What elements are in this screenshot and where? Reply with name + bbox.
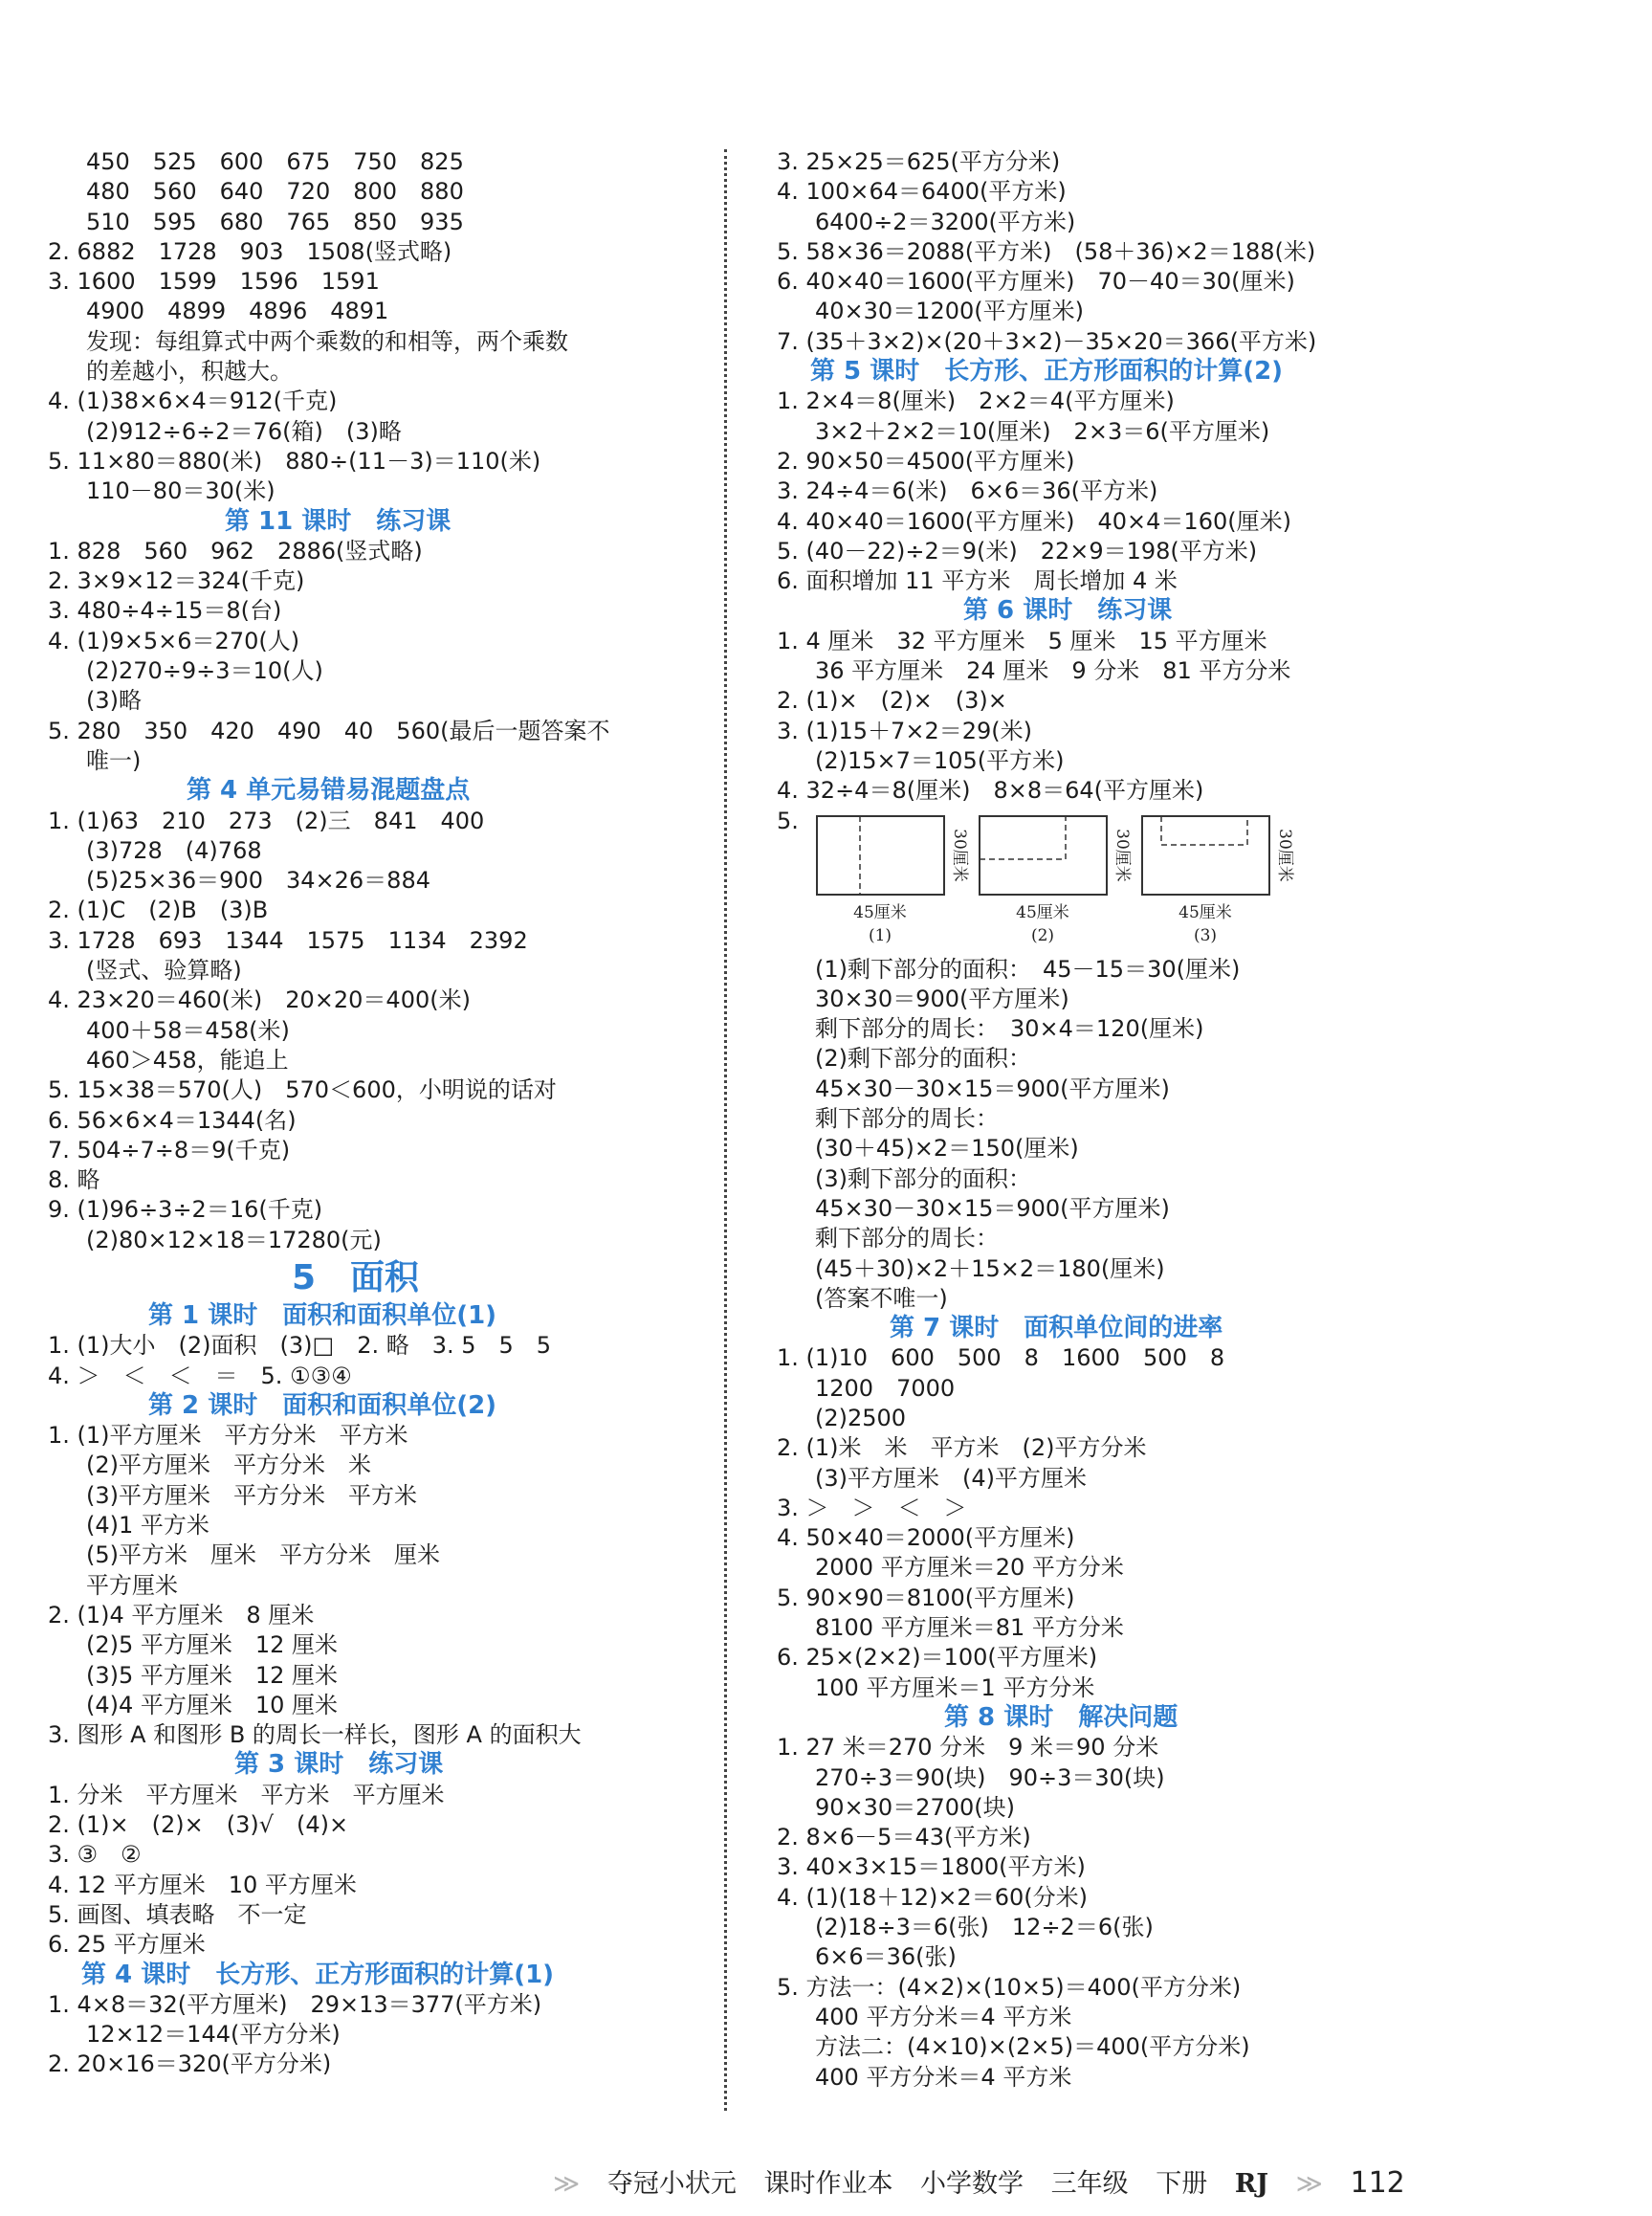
answer-line: 5. 280 350 420 490 40 560(最后一题答案不 — [48, 717, 610, 744]
answer-line: (4)1 平方米 — [86, 1512, 209, 1540]
figure-2 — [980, 816, 1132, 945]
footer-grade: 三年级 — [1050, 2169, 1129, 2199]
answer-line: 45×30－30×15＝900(平方厘米) — [815, 1194, 1170, 1222]
answer-line: 4. 50×40＝2000(平方厘米) — [777, 1524, 1075, 1552]
answer-line: 45×30－30×15＝900(平方厘米) — [815, 1075, 1170, 1102]
answer-line: 40×30＝1200(平方厘米) — [815, 298, 1084, 325]
footer-edition: RJ — [1234, 2169, 1269, 2199]
answer-line: 4. (1)(18＋12)×2＝60(分米) — [777, 1883, 1088, 1911]
answer-line: 8100 平方厘米＝81 平方分米 — [815, 1614, 1124, 1642]
answer-line: 2. 6882 1728 903 1508(竖式略) — [48, 237, 452, 265]
answer-line: 3. (1)15＋7×2＝29(米) — [777, 717, 1032, 744]
page-footer — [553, 2162, 1405, 2205]
answer-line: 1. 828 560 962 2886(竖式略) — [48, 537, 423, 565]
left-column — [48, 147, 670, 2080]
answer-line: 3. 1728 693 1344 1575 1134 2392 — [48, 926, 528, 954]
height-label: 30厘米 — [1275, 828, 1294, 882]
answer-line: (2)15×7＝105(平方米) — [815, 746, 1065, 774]
answer-line: 4. ＞ ＜ ＜ ＝ 5. ①③④ — [48, 1362, 352, 1389]
footer-subject: 小学数学 — [920, 2169, 1024, 2199]
answer-line: (45＋30)×2＋15×2＝180(厘米) — [815, 1254, 1165, 1282]
section-heading: 第 1 课时 面积和面积单位(1) — [148, 1300, 497, 1330]
answer-line: 480 560 640 720 800 880 — [86, 178, 464, 206]
section-heading: 第 3 课时 练习课 — [234, 1750, 444, 1780]
figure-caption: (3) — [1193, 925, 1218, 945]
figure-caption: (2) — [1030, 925, 1055, 945]
answer-line: 30×30＝900(平方厘米) — [815, 985, 1069, 1012]
section-heading: 第 11 课时 练习课 — [225, 506, 452, 536]
width-label: 45厘米 — [853, 902, 907, 922]
answer-line: (1)剩下部分的面积： 45－15＝30(厘米) — [815, 955, 1241, 983]
answer-line: 2000 平方厘米＝20 平方分米 — [815, 1554, 1124, 1582]
section-heading: 第 4 单元易错易混题盘点 — [187, 776, 471, 806]
answer-line: (2)5 平方厘米 12 厘米 — [86, 1631, 339, 1659]
answer-line: 4. 23×20＝460(米) 20×20＝400(米) — [48, 986, 471, 1014]
answer-line: (3)728 (4)768 — [86, 836, 262, 864]
answer-line: (2)平方厘米 平方分米 米 — [86, 1451, 371, 1479]
answer-line: 270÷3＝90(块) 90÷3＝30(块) — [815, 1763, 1165, 1791]
page-number: 112 — [1350, 2166, 1405, 2200]
answer-line: 5. 方法一：(4×2)×(10×5)＝400(平方分米) — [777, 1973, 1242, 2001]
answer-line: 1. (1)63 210 273 (2)三 841 400 — [48, 807, 485, 834]
section-heading: 第 8 课时 解决问题 — [944, 1702, 1178, 1732]
answer-line: 5. 11×80＝880(米) 880÷(11－3)＝110(米) — [48, 447, 541, 475]
section-heading: 第 6 课时 练习课 — [963, 596, 1173, 626]
answer-line: 3. ＞ ＞ ＜ ＞ — [777, 1494, 967, 1521]
footer-volume: 下册 — [1156, 2169, 1208, 2199]
answer-line: 的差越小，积越大。 — [86, 358, 293, 386]
answer-line: 2. (1)C (2)B (3)B — [48, 897, 269, 924]
answer-line: (2)2500 — [815, 1404, 907, 1431]
answer-line: 7. 504÷7÷8＝9(千克) — [48, 1136, 291, 1163]
section-heading: 第 4 课时 长方形、正方形面积的计算(1) — [81, 1960, 555, 1989]
answer-line: 2. 3×9×12＝324(千克) — [48, 567, 305, 595]
answer-line: 5. 90×90＝8100(平方厘米) — [777, 1584, 1075, 1611]
chapter-title: 5 面积 — [292, 1257, 420, 1297]
answer-line: 4. (1)38×6×4＝912(千克) — [48, 388, 338, 415]
footer-series: 课时作业本 — [763, 2169, 893, 2199]
chevron-right-icon: ≫ — [1295, 2169, 1323, 2199]
answer-line: (3)平方厘米 (4)平方厘米 — [815, 1464, 1087, 1492]
answer-line: 1. 分米 平方厘米 平方米 平方厘米 — [48, 1781, 445, 1808]
answer-line: (2)剩下部分的面积： — [815, 1045, 1031, 1073]
figure-caption: (1) — [868, 925, 892, 945]
answer-line: 3. 25×25＝625(平方分米) — [777, 148, 1061, 175]
answer-line: 6. 面积增加 11 平方米 周长增加 4 米 — [777, 567, 1178, 595]
answer-line: 6. 25 平方厘米 — [48, 1931, 206, 1959]
answer-line: 36 平方厘米 24 厘米 9 分米 81 平方分米 — [815, 657, 1291, 685]
answer-line: 4. (1)9×5×6＝270(人) — [48, 627, 300, 654]
answer-line: 2. (1)× (2)× (3)× — [777, 687, 1007, 715]
answer-line: (5)平方米 厘米 平方分米 厘米 — [86, 1541, 440, 1569]
answer-line: 2. 90×50＝4500(平方厘米) — [777, 447, 1075, 475]
answer-line: 1. 27 米＝270 分米 9 米＝90 分米 — [777, 1734, 1159, 1762]
width-label: 45厘米 — [1016, 902, 1069, 922]
answer-line: 9. (1)96÷3÷2＝16(千克) — [48, 1196, 323, 1224]
column-divider — [724, 149, 727, 2111]
answer-line: (3)平方厘米 平方分米 平方米 — [86, 1481, 417, 1509]
answer-line: 5. (40－22)÷2＝9(米) 22×9＝198(平方米) — [777, 537, 1258, 565]
answer-line: 90×30＝2700(块) — [815, 1793, 1015, 1821]
answer-line: 1. 4×8＝32(平方厘米) 29×13＝377(平方米) — [48, 1990, 542, 2018]
footer-brand: 夺冠小状元 — [606, 2169, 737, 2199]
height-label: 30厘米 — [1112, 828, 1132, 882]
answer-line: 2. (1)× (2)× (3)√ (4)× — [48, 1811, 349, 1839]
answer-line: 4. 32÷4＝8(厘米) 8×8＝64(平方厘米) — [777, 777, 1204, 805]
answer-line: 6×6＝36(张) — [815, 1943, 957, 1971]
answer-line: 1. 4 厘米 32 平方厘米 5 厘米 15 平方厘米 — [777, 627, 1267, 654]
answer-line: 4. 40×40＝1600(平方厘米) 40×4＝160(厘米) — [777, 507, 1291, 535]
answer-line: 平方厘米 — [86, 1571, 178, 1599]
answer-line: (2)80×12×18＝17280(元) — [86, 1226, 382, 1253]
cut-line — [1161, 816, 1247, 845]
figure-1 — [817, 816, 969, 945]
answer-line: (2)912÷6÷2＝76(箱) (3)略 — [86, 417, 402, 445]
answer-line: 8. 略 — [48, 1166, 100, 1194]
answer-line: 5. 15×38＝570(人) 570＜600，小明说的话对 — [48, 1076, 557, 1104]
answer-line: 3. 1600 1599 1596 1591 — [48, 268, 380, 296]
answer-line: 5. 画图、填表略 不一定 — [48, 1900, 307, 1928]
answer-line: 110－80＝30(米) — [86, 477, 275, 505]
figure-row — [777, 807, 1446, 955]
section-heading: 第 5 课时 长方形、正方形面积的计算(2) — [810, 357, 1284, 387]
answer-line: 发现：每组算式中两个乘数的和相等，两个乘数 — [86, 327, 568, 355]
answer-line: 6400÷2＝3200(平方米) — [815, 208, 1076, 235]
answer-line: 510 595 680 765 850 935 — [86, 208, 464, 235]
answer-line: 剩下部分的周长： — [815, 1105, 999, 1133]
answer-line: (30＋45)×2＝150(厘米) — [815, 1135, 1079, 1163]
answer-line: (4)4 平方厘米 10 厘米 — [86, 1691, 339, 1718]
answer-line: 1. (1)10 600 500 8 1600 500 8 — [777, 1344, 1225, 1372]
rectangle-outline — [980, 816, 1107, 895]
answer-line: 5. 58×36＝2088(平方米) (58＋36)×2＝188(米) — [777, 237, 1316, 265]
answer-line: 3. 24÷4＝6(米) 6×6＝36(平方米) — [777, 477, 1158, 505]
answer-line: 7. (35＋3×2)×(20＋3×2)－35×20＝366(平方米) — [777, 327, 1317, 355]
answer-line: 2. (1)米 米 平方米 (2)平方分米 — [777, 1434, 1147, 1462]
answer-line: 3. 图形 A 和图形 B 的周长一样长，图形 A 的面积大 — [48, 1721, 582, 1749]
answer-line: 400＋58＝458(米) — [86, 1016, 290, 1044]
answer-line: 450 525 600 675 750 825 — [86, 148, 464, 175]
answer-line: (3)剩下部分的面积： — [815, 1164, 1031, 1192]
answer-line: 方法二：(4×10)×(2×5)＝400(平方分米) — [815, 2033, 1250, 2061]
answer-line: 12×12＝144(平方分米) — [86, 2021, 341, 2049]
answer-line: (答案不唯一) — [815, 1284, 948, 1312]
answer-line: 3. ③ ② — [48, 1841, 142, 1869]
answer-line: 1. (1)平方厘米 平方分米 平方米 — [48, 1422, 408, 1450]
answer-line: 2. 20×16＝320(平方分米) — [48, 2050, 332, 2078]
answer-line: 剩下部分的周长： — [815, 1225, 999, 1252]
cut-line — [980, 816, 1066, 859]
answer-line: 3. 40×3×15＝1800(平方米) — [777, 1853, 1086, 1881]
answer-line: (2)18÷3＝6(张) 12÷2＝6(张) — [815, 1914, 1154, 1941]
answer-line: 1200 7000 — [815, 1374, 956, 1402]
answer-line: 剩下部分的周长： 30×4＝120(厘米) — [815, 1015, 1204, 1043]
answer-line: 400 平方分米＝4 平方米 — [815, 2063, 1072, 2091]
answer-line: 6. 25×(2×2)＝100(平方厘米) — [777, 1644, 1098, 1672]
answer-line: 1. (1)大小 (2)面积 (3)□ 2. 略 3. 5 5 5 — [48, 1332, 552, 1360]
answer-line: 400 平方分米＝4 平方米 — [815, 2003, 1072, 2030]
section-heading: 第 7 课时 面积单位间的进率 — [890, 1314, 1223, 1343]
figure-3 — [1142, 816, 1294, 945]
answer-line: (3)5 平方厘米 12 厘米 — [86, 1661, 339, 1689]
answer-line: 1. 2×4＝8(厘米) 2×2＝4(平方厘米) — [777, 388, 1175, 415]
answer-line: (5)25×36＝900 34×26＝884 — [86, 867, 430, 895]
rectangle-outline — [817, 816, 944, 895]
answer-line: 4. 12 平方厘米 10 平方厘米 — [48, 1871, 357, 1898]
answer-line: 4. 100×64＝6400(平方米) — [777, 178, 1067, 206]
answer-line: 100 平方厘米＝1 平方分米 — [815, 1673, 1095, 1701]
answer-line: 460＞458，能追上 — [86, 1046, 289, 1074]
right-column — [777, 147, 1446, 2093]
answer-line: 4900 4899 4896 4891 — [86, 298, 389, 325]
answer-line: 2. 8×6－5＝43(平方米) — [777, 1824, 1031, 1851]
answer-line: 6. 56×6×4＝1344(名) — [48, 1106, 297, 1134]
answer-line: (2)270÷9÷3＝10(人) — [86, 657, 323, 685]
answer-line: 唯一) — [86, 746, 142, 774]
cut-square-figures — [815, 807, 1351, 950]
width-label: 45厘米 — [1178, 902, 1232, 922]
question-number: 5. — [777, 807, 799, 834]
chevron-right-icon: ≫ — [553, 2169, 581, 2199]
section-heading: 第 2 课时 面积和面积单位(2) — [148, 1390, 497, 1420]
answer-line: 6. 40×40＝1600(平方厘米) 70－40＝30(厘米) — [777, 268, 1295, 296]
answer-line: 2. (1)4 平方厘米 8 厘米 — [48, 1601, 315, 1629]
answer-line: (3)略 — [86, 687, 142, 715]
answer-line: (竖式、验算略) — [86, 957, 242, 985]
answer-line: 3. 480÷4÷15＝8(台) — [48, 597, 282, 625]
height-label: 30厘米 — [950, 828, 969, 882]
answer-line: 3×2＋2×2＝10(厘米) 2×3＝6(平方厘米) — [815, 417, 1270, 445]
